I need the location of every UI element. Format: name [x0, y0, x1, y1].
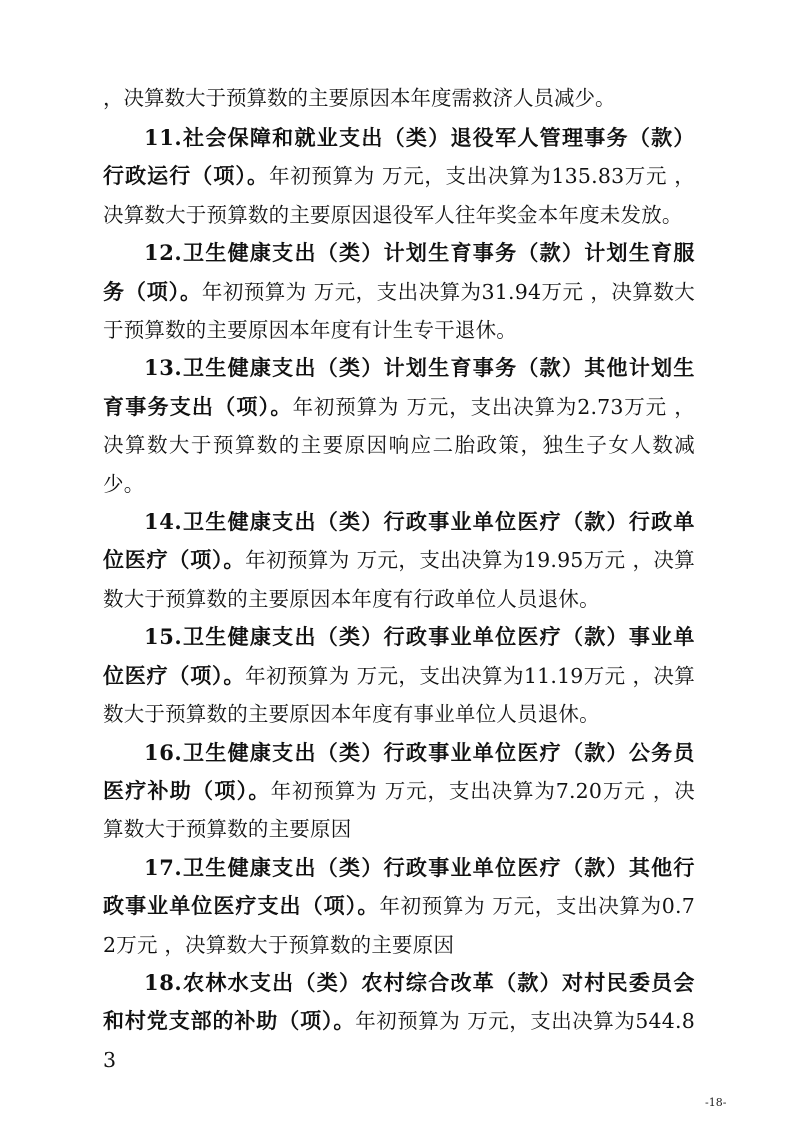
item-heading: 14.卫生健康支出（类）行政事业单位医疗（款）行政单位医疗（项）。 — [103, 509, 695, 573]
paragraph-item-12 — [103, 234, 695, 349]
paragraph-item-11 — [103, 119, 695, 234]
item-heading: 15.卫生健康支出（类）行政事业单位医疗（款）事业单位医疗（项）。 — [103, 624, 695, 688]
item-body: 年初预算为 万元，支出决算为19.95万元 ，决算数大于预算数的主要原因本年度有行政单位人员退休。 — [103, 548, 696, 611]
item-body: 年初预算为 万元，支出决算为31.94万元 ，决算数大于预算数的主要原因本年度有计生专干退休。 — [103, 279, 696, 343]
continuation-line: ，决算数大于预算数的主要原因本年度需救济人员减少。 — [103, 86, 616, 110]
page-number: -18- — [705, 1096, 727, 1109]
item-heading: 12.卫生健康支出（类）计划生育事务（款）计划生育服务（项）。 — [103, 240, 695, 304]
paragraph-item-17 — [103, 849, 695, 964]
item-body: 年初预算为 万元，支出决算为544.83 — [103, 1009, 695, 1072]
item-heading: 18.农林水支出（类）农村综合改革（款）对村民委员会和村党支部的补助（项）。 — [103, 969, 695, 1034]
item-body: 年初预算为 万元，支出决算为135.83万元 ，决算数大于预算数的主要原因退役军人往年奖金本年度未发放。 — [103, 164, 695, 227]
paragraph-item-15 — [103, 618, 695, 733]
item-heading: 17.卫生健康支出（类）行政事业单位医疗（款）其他行政事业单位医疗支出（项）。 — [103, 854, 695, 919]
paragraph-item-14 — [103, 503, 695, 618]
item-body: 年初预算为 万元，支出决算为7.20万元 ，决算数大于预算数的主要原因 — [103, 778, 695, 842]
paragraph-item-18 — [103, 964, 695, 1079]
item-heading: 11.社会保障和就业支出（类）退役军人管理事务（款）行政运行（项）。 — [103, 125, 695, 189]
item-body: 年初预算为 万元，支出决算为2.73万元 ，决算数大于预算数的主要原因响应二胎政策，独生子女人数减少。 — [103, 394, 695, 496]
page-content — [103, 78, 695, 1079]
item-body: 年初预算为 万元，支出决算为0.72万元 ，决算数大于预算数的主要原因 — [103, 894, 695, 957]
paragraph-item-16 — [103, 734, 695, 849]
item-heading: 16.卫生健康支出（类）行政事业单位医疗（款）公务员医疗补助（项）。 — [103, 739, 695, 803]
paragraph-item-13 — [103, 349, 695, 503]
item-heading: 13.卫生健康支出（类）计划生育事务（款）其他计划生育事务支出（项）。 — [103, 355, 695, 419]
item-body: 年初预算为 万元，支出决算为11.19万元 ，决算数大于预算数的主要原因本年度有事业单位人员退休。 — [103, 663, 696, 727]
